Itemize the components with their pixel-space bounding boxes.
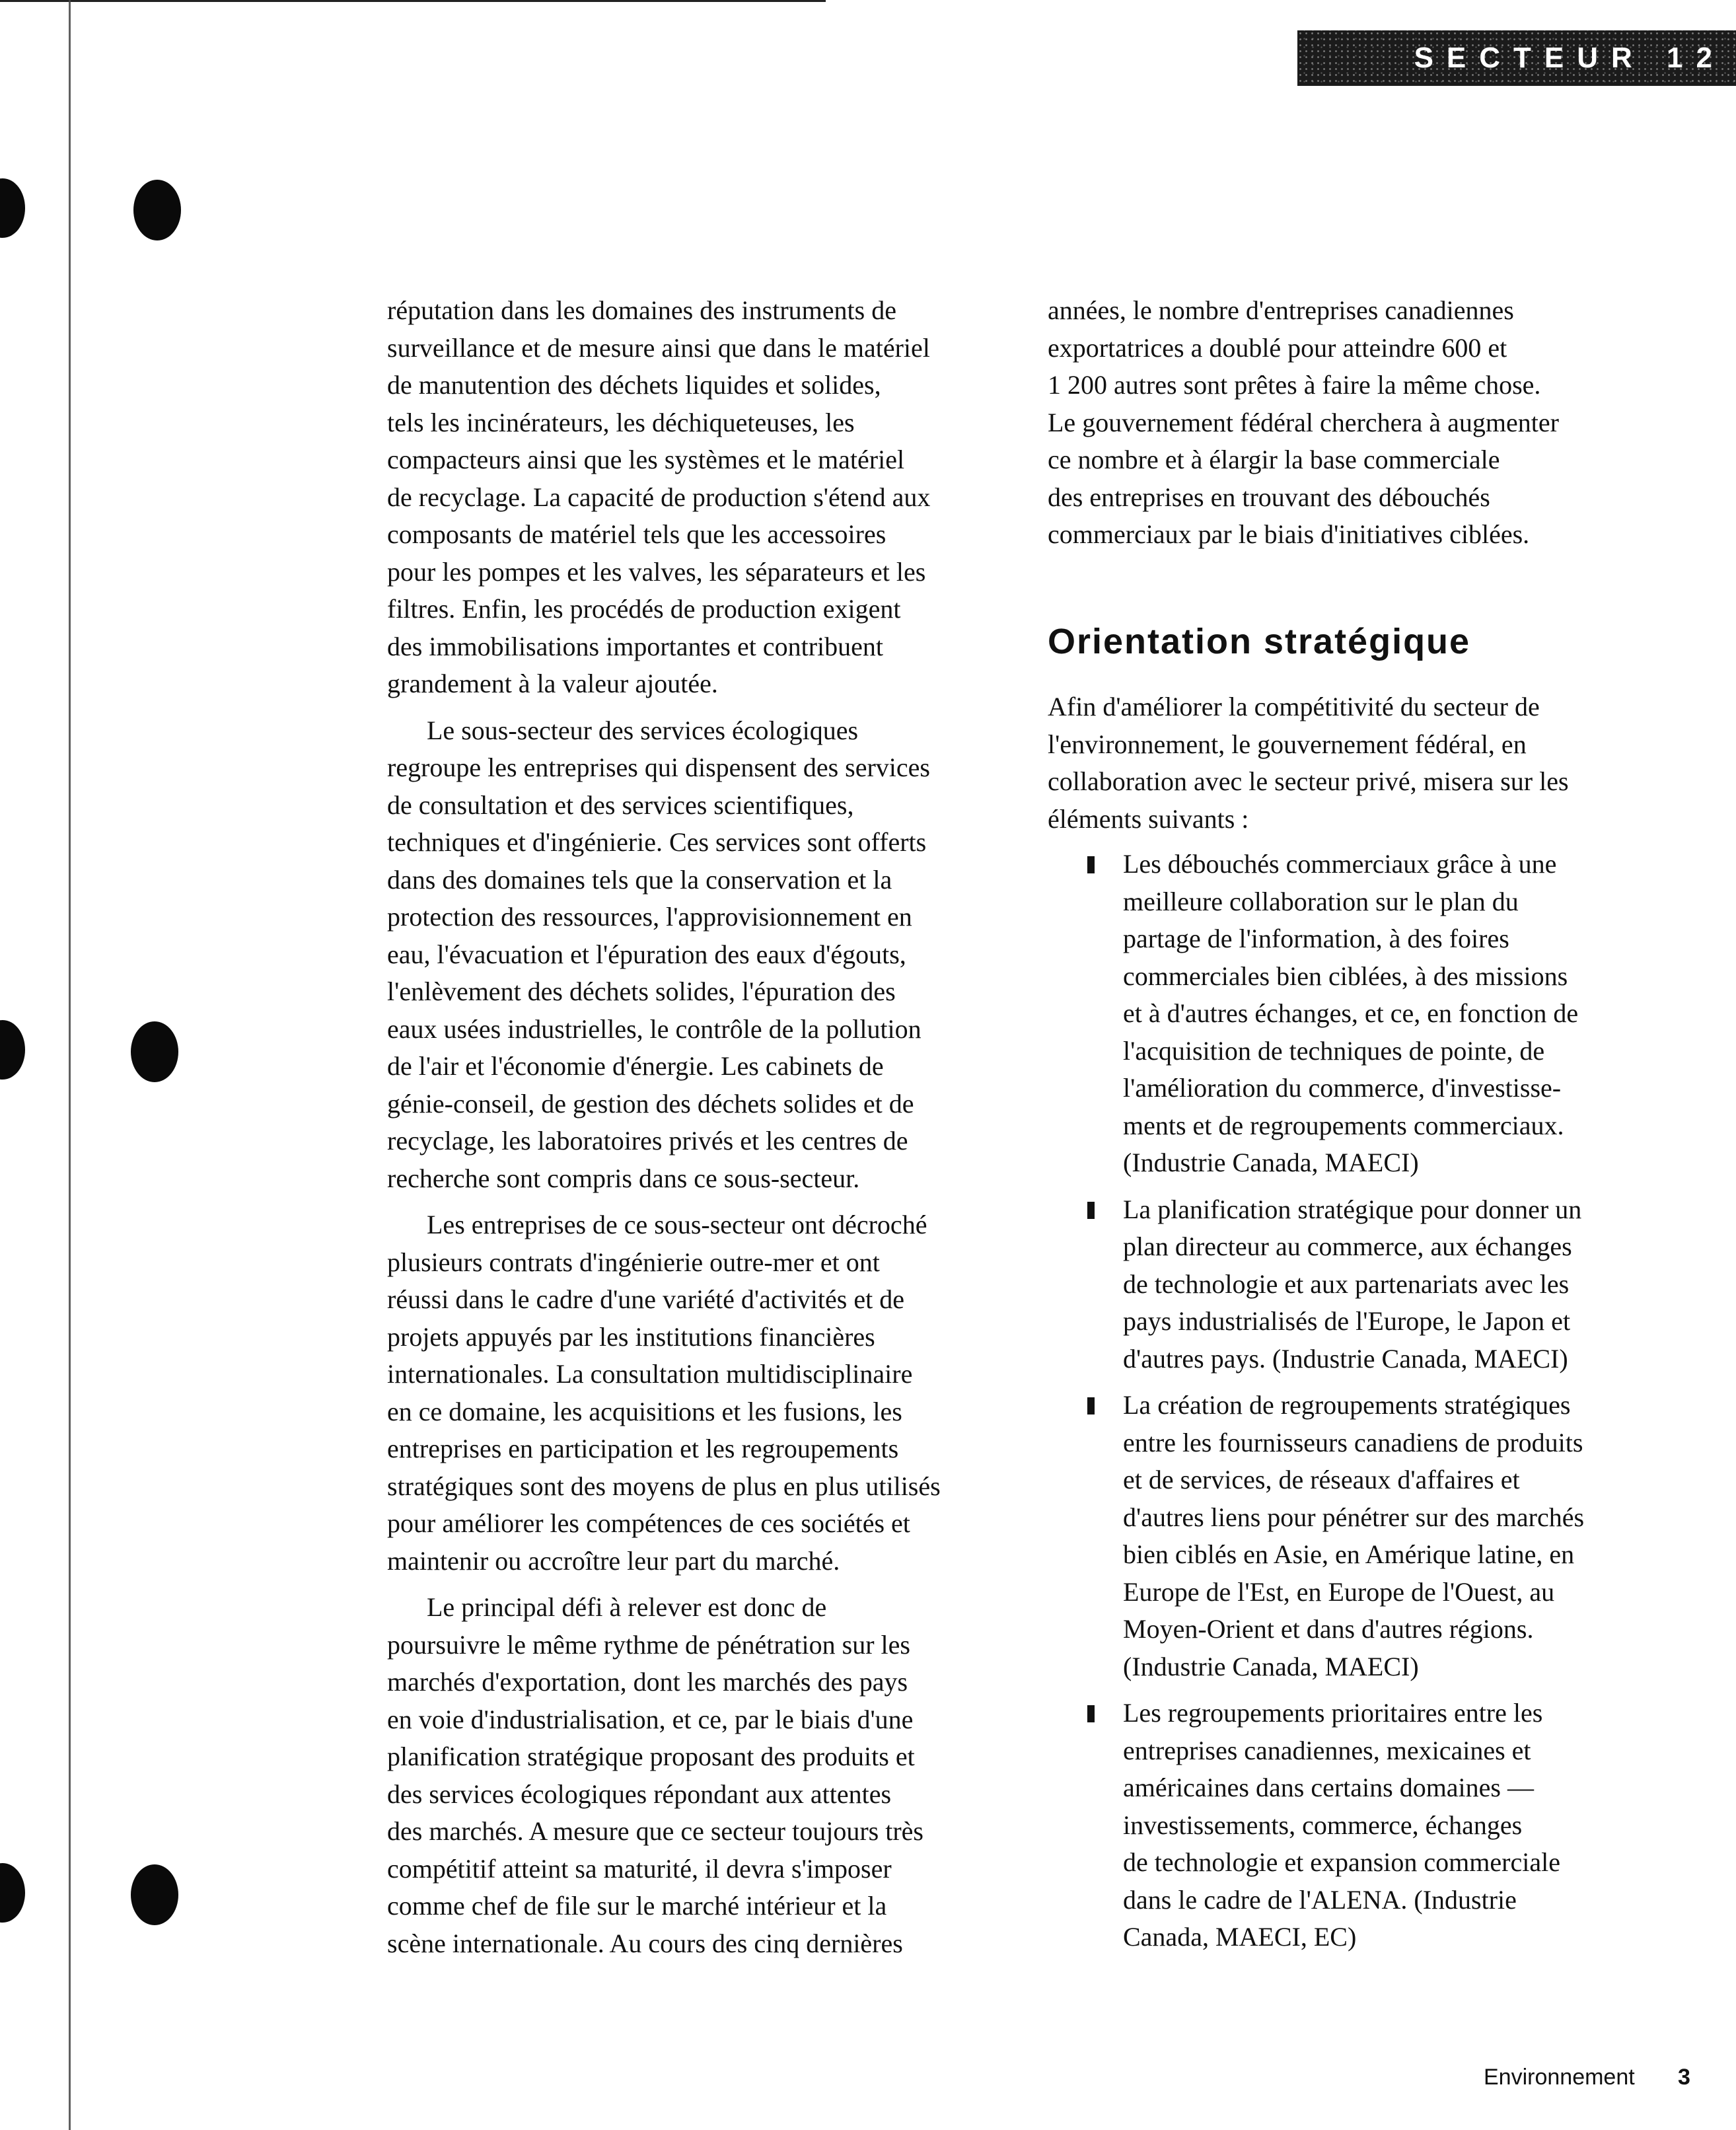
list-item (1087, 1695, 1721, 1956)
binder-hole-middle (131, 1021, 178, 1082)
bullet-icon (1087, 1705, 1095, 1722)
section-label: SECTEUR 12 (1414, 42, 1725, 74)
bullet-icon (1087, 856, 1095, 873)
page-edge-line (69, 0, 71, 2130)
page-number: 3 (1678, 2065, 1690, 2090)
list-item-text: Les débouchés commerciaux grâce à une meilleure collaboration sur le plan du partage de l'information, à des foires commerciales bien ciblées, à des missions et à d'autres échanges, et ce, en fonction de l'acquisition de techniques de pointe, de l'amélioration du commerce, d'investisse- ments et de regroupements commerciaux. (Industrie Canada, MAECI) (1123, 849, 1579, 1177)
binder-hole-edge-top (0, 178, 25, 238)
list-item-text: Les regroupements prioritaires entre les entreprises canadiennes, mexicaines et américaines dans certains domaines — investissements, commerce, échanges de technologie et expansion commerciale dans le cadre de l'ALENA. (Industrie Canada, MAECI, EC) (1123, 1698, 1560, 1952)
list-item (1087, 1387, 1721, 1685)
bullet-list (1087, 846, 1721, 1965)
binder-hole-bottom (131, 1864, 178, 1925)
binder-hole-edge-bottom (0, 1863, 25, 1923)
continuation-paragraph: années, le nombre d'entreprises canadiennes exportatrices a doublé pour atteindre 600 et 1 200 autres sont prêtes à faire la même chose. Le gouvernement fédéral cherchera à augmenter ce nombre et à élargir la base commerciale des entreprises en trouvant des débouchés commerciaux par le biais d'initiatives ciblées. (1048, 295, 1559, 549)
list-item (1087, 1191, 1721, 1378)
top-rule (0, 0, 826, 2)
binder-hole-edge-middle (0, 1020, 25, 1080)
right-column (1048, 292, 1721, 554)
paragraph-1: réputation dans les domaines des instruments de surveillance et de mesure ainsi que dans le matériel de manutention des déchets liquides et solides, tels les incinérateurs, les déchiqueteuses, les compacteurs ainsi que les systèmes et le matériel de recyclage. La capacité de production s'étend aux composants de matériel tels que les accessoires pour les pompes et les valves, les séparateurs et les filtres. Enfin, les procédés de production exigent des immobilisations importantes et contribuent grandement à la valeur ajoutée. (387, 295, 931, 698)
paragraph-2: Le sous-secteur des services écologiques regroupe les entreprises qui dispensent des services de consultation et des services scientifiques, techniques et d'ingénierie. Ces services sont offerts dans des domaines tels que la conservation et la protection des ressources, l'approvisionnement en eau, l'évacuation et l'épuration des eaux d'égouts, l'enlèvement des déchets solides, l'épuration des eaux usées industrielles, le contrôle de la pollution de l'air et l'économie d'énergie. Les cabinets de génie-conseil, de gestion des déchets solides et de recyclage, les laboratoires privés et les centres de recherche sont compris dans ce sous-secteur. (387, 715, 930, 1193)
paragraph-3: Les entreprises de ce sous-secteur ont décroché plusieurs contrats d'ingénierie outre-mer et ont réussi dans le cadre d'une variété d'activités et de projets appuyés par les institutions financières internationales. La consultation multidisciplinaire en ce domaine, les acquisitions et les fusions, les entreprises en participation et les regroupements stratégiques sont des moyens de plus en plus utilisés pour améliorer les compétences de ces sociétés et maintenir ou accroître leur part du marché. (387, 1210, 941, 1576)
section-banner (1297, 30, 1736, 86)
left-column (387, 292, 1008, 1962)
footer-label: Environnement (1484, 2065, 1635, 2090)
paragraph-4: Le principal défi à relever est donc de poursuivre le même rythme de pénétration sur les marchés d'exportation, dont les marchés des pays en voie d'industrialisation, et ce, par le biais d'une planification stratégique proposant des produits et des services écologiques répondant aux attentes des marchés. A mesure que ce secteur toujours très compétitif atteint sa maturité, il devra s'imposer comme chef de file sur le marché intérieur et la scène internationale. Au cours des cinq dernières (387, 1592, 923, 1958)
list-item-text: La création de regroupements stratégiques entre les fournisseurs canadiens de produits et de services, de réseaux d'affaires et d'autres liens pour pénétrer sur des marchés bien ciblés en Asie, en Amérique latine, en Europe de l'Est, en Europe de l'Ouest, au Moyen-Orient et dans d'autres régions. (Industrie Canada, MAECI) (1123, 1390, 1585, 1681)
intro-paragraph: Afin d'améliorer la compétitivité du secteur de l'environnement, le gouvernement fédéral, en collaboration avec le secteur privé, misera sur les éléments suivants : (1048, 692, 1569, 834)
list-item (1087, 846, 1721, 1182)
bullet-icon (1087, 1397, 1095, 1414)
bullet-icon (1087, 1202, 1095, 1219)
section-heading: Orientation stratégique (1048, 622, 1471, 661)
binder-hole-top (133, 180, 181, 240)
list-item-text: La planification stratégique pour donner un plan directeur au commerce, aux échanges de technologie et aux partenariats avec les pays industrialisés de l'Europe, le Japon et d'autres pays. (Industrie Canada, MAECI) (1123, 1194, 1582, 1374)
